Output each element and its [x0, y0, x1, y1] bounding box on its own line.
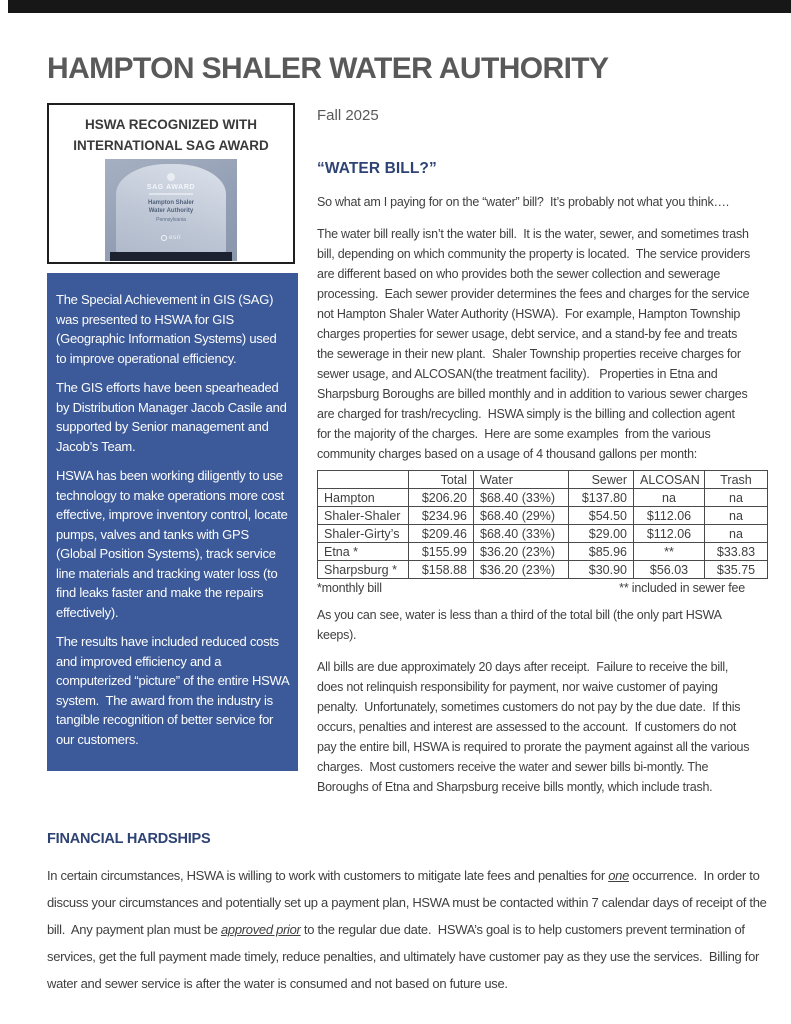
panel-paragraph: The results have included reduced costs and improved efficiency and a computerized “picture” of the entire HSWA system. The award from the industry is tangible recognition of better service for our customers.: [56, 634, 293, 747]
table-cell: $206.20: [409, 489, 474, 507]
table-header-cell: Trash: [705, 471, 768, 489]
table-cell: Sharpsburg *: [318, 561, 409, 579]
table-header-cell: Sewer: [569, 471, 634, 489]
table-header-cell: [318, 471, 409, 489]
hardships-text: to the regular due date. HSWA’s goal is to help customers prevent termination of services, get the full payment made timely, reduce penalties, and ultimately have customer pay as they use the services. Billing for water and sewer service is after the water is consumed and not based on future use.: [47, 922, 763, 991]
table-cell: Shaler-Girty’s: [318, 525, 409, 543]
table-cell: $137.80: [569, 489, 634, 507]
table-cell: Shaler-Shaler: [318, 507, 409, 525]
table-cell: $30.90: [569, 561, 634, 579]
table-cell: $112.06: [634, 525, 705, 543]
hardships-text: In certain circumstances, HSWA is willing to work with customers to mitigate late fees and penalties for: [47, 868, 609, 883]
award-photo: [105, 159, 237, 261]
water-bill-heading: “WATER BILL?”: [317, 160, 437, 177]
financial-hardships-heading: FINANCIAL HARDSHIPS: [47, 831, 211, 847]
glass-award: [116, 164, 226, 253]
esri-wordmark: esri: [168, 234, 182, 241]
charges-table: [317, 470, 768, 579]
award-recipient: [148, 199, 194, 215]
award-box: [47, 103, 295, 264]
table-row: [318, 489, 768, 507]
table-cell: Hampton: [318, 489, 409, 507]
table-row: [318, 543, 768, 561]
award-recipient-line2: Water Authority: [148, 208, 194, 214]
esri-logo: [161, 234, 181, 241]
award-divider: [149, 193, 193, 195]
esri-globe-icon: [161, 235, 167, 241]
award-recipient-line1: Hampton Shaler: [147, 200, 194, 206]
table-cell: **: [634, 543, 705, 561]
table-cell: Etna *: [318, 543, 409, 561]
table-cell: $33.83: [705, 543, 768, 561]
emphasis-one: one: [608, 868, 629, 883]
table-cell: na: [705, 507, 768, 525]
main-column: [317, 107, 756, 797]
table-cell: $158.88: [409, 561, 474, 579]
footnote-right: ** included in sewer fee: [619, 581, 745, 595]
table-header-row: [318, 471, 768, 489]
table-row: [318, 507, 768, 525]
body-paragraph: All bills are due approximately 20 days after receipt. Failure to receive the bill, does not relinquish responsibility for payment, nor waive customer of paying penalty. Unfortunately, sometimes customers do not pay by the due date. If this occurs, penalties and interest are assessed to the account. If customers do not pay the entire bill, HSWA is required to prorate the payment against all the various charges. Most customers receive the water and sewer bills bi-montly. The Boroughs of Etna and Sharpsburg receive bills montly, which include trash.: [317, 660, 753, 794]
table-cell: $68.40 (33%): [474, 525, 569, 543]
table-cell: $68.40 (33%): [474, 489, 569, 507]
table-header-cell: Total: [409, 471, 474, 489]
panel-paragraph: HSWA has been working diligently to use technology to make operations more cost effective, improve inventory control, locate pumps, valves and tanks with GPS (Global Position Systems), track service line materials and tracking water loss (to find leaks faster and make the repairs effectively).: [56, 468, 291, 620]
intro-paragraph: So what am I paying for on the “water” bill? It’s probably not what you think….: [317, 195, 729, 209]
table-cell: na: [634, 489, 705, 507]
table-cell: $155.99: [409, 543, 474, 561]
newsletter-title: HAMPTON SHALER WATER AUTHORITY: [47, 52, 609, 85]
award-state: Pennsylvania: [156, 217, 186, 223]
panel-paragraph: The GIS efforts have been spearheaded by Distribution Manager Jacob Casile and supported by Senior management and Jacob’s Team.: [56, 380, 291, 454]
award-emblem-icon: [167, 173, 175, 181]
table-footnotes: [317, 581, 745, 595]
emphasis-approved-prior: approved prior: [220, 922, 301, 937]
hardships-paragraph: [47, 862, 783, 997]
footnote-left: *monthly bill: [317, 581, 382, 595]
table-cell: $56.03: [634, 561, 705, 579]
table-cell: na: [705, 525, 768, 543]
table-cell: $112.06: [634, 507, 705, 525]
top-bar: [8, 0, 791, 13]
table-cell: $85.96: [569, 543, 634, 561]
table-header-cell: Water: [474, 471, 569, 489]
award-heading: HSWA RECOGNIZED WITH INTERNATIONAL SAG AWARD: [73, 117, 269, 153]
blue-panel: [47, 273, 298, 771]
issue-date: Fall 2025: [317, 107, 379, 124]
financial-hardships-section: [47, 831, 783, 997]
left-column: [47, 103, 295, 771]
table-cell: $209.46: [409, 525, 474, 543]
table-cell: $36.20 (23%): [474, 561, 569, 579]
hardships-text: occurrence. In order to discuss your circumstances and potentially set up a payment plan, HSWA must be contacted within 7 calendar days of receipt of the bill. Any payment plan must be: [47, 868, 770, 937]
table-row: [318, 561, 768, 579]
table-row: [318, 525, 768, 543]
table-cell: $68.40 (29%): [474, 507, 569, 525]
award-title: SAG AWARD: [146, 184, 196, 191]
table-cell: $54.50: [569, 507, 634, 525]
panel-paragraph: The Special Achievement in GIS (SAG) was presented to HSWA for GIS (Geographic Information Systems) used to improve operational efficiency.: [56, 292, 280, 366]
table-cell: $35.75: [705, 561, 768, 579]
table-cell: $29.00: [569, 525, 634, 543]
body-paragraph: The water bill really isn’t the water bill. It is the water, sewer, and sometimes trash bill, depending on which community the property is located. The service providers are different based on who provides both the sewer collection and sewerage processing. Each sewer provider determines the fees and charges for the service not Hampton Shaler Water Authority (HSWA). For example, Hampton Township charges properties for sewer usage, debt service, and a stand-by fee and treats the sewerage in their new plant. Shaler Township properties receive charges for sewer usage, and ALCOSAN(the treatment facility). Properties in Etna and Sharpsburg Boroughs are billed monthly and in addition to various sewer charges are charged for trash/recycling. HSWA simply is the billing and collection agent for the majority of the charges. Here are some examples from the various community charges based on a usage of 4 thousand gallons per month:: [317, 227, 754, 461]
body-paragraph: As you can see, water is less than a third of the total bill (the only part HSWA keeps).: [317, 608, 725, 642]
table-cell: $36.20 (23%): [474, 543, 569, 561]
award-base: [110, 252, 232, 261]
table-cell: $234.96: [409, 507, 474, 525]
table-header-cell: ALCOSAN: [634, 471, 705, 489]
table-cell: na: [705, 489, 768, 507]
